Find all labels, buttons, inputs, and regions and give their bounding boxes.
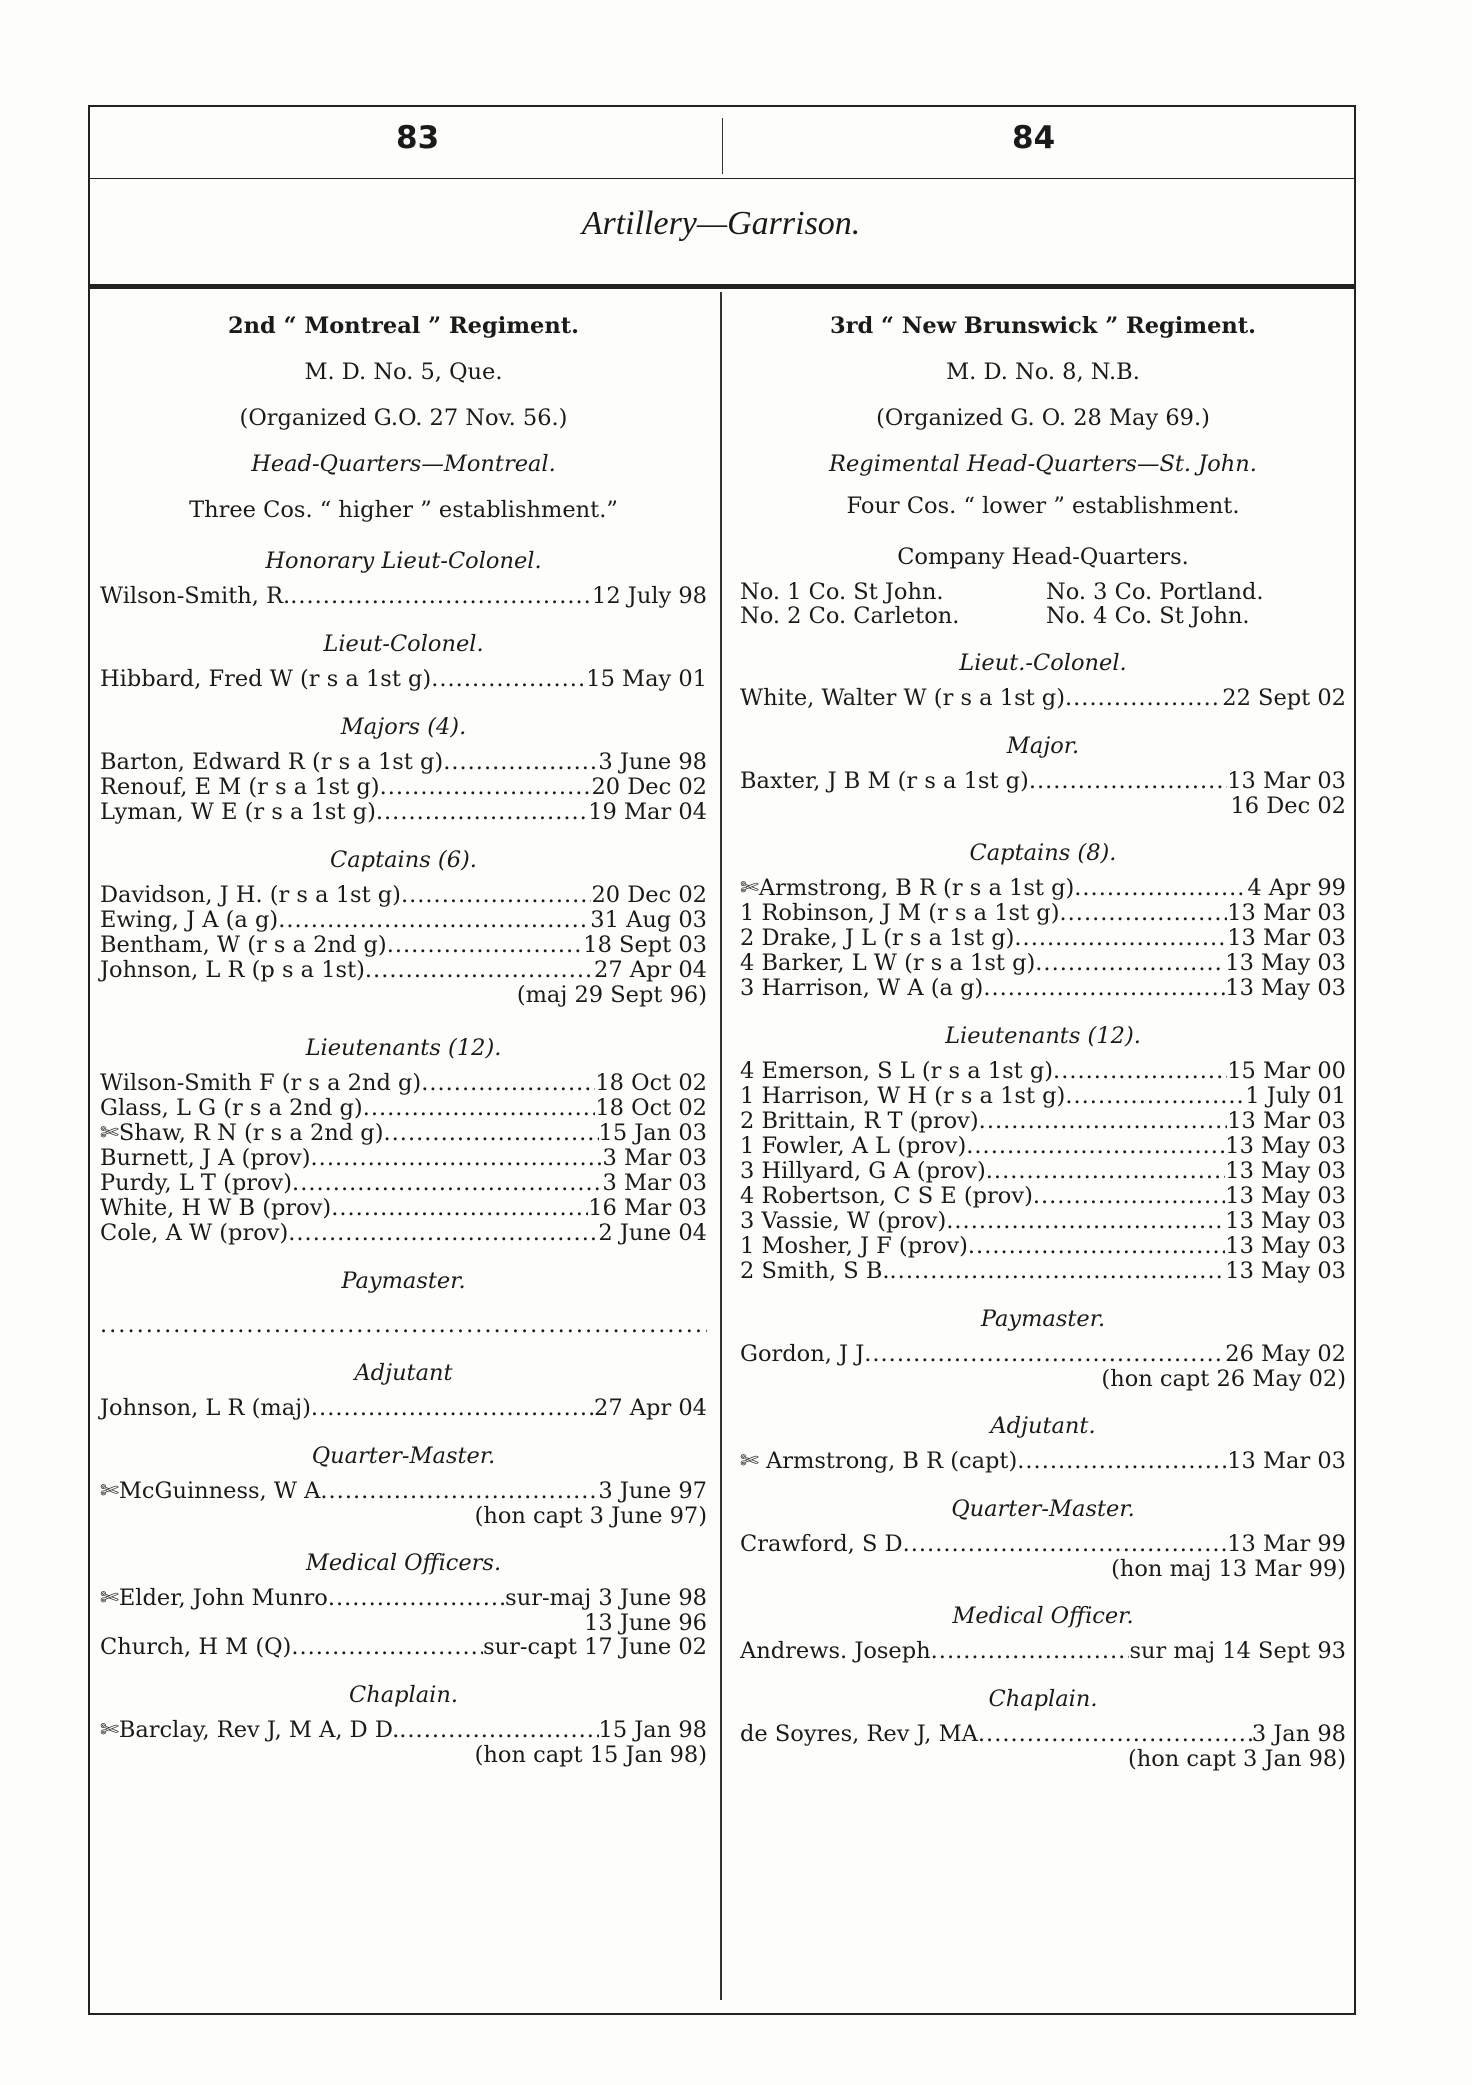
section-title: Paymaster. <box>341 1268 466 1294</box>
header-rule <box>88 178 1354 179</box>
entry-date: 15 Jan 98 <box>598 1717 707 1743</box>
leader-dots <box>311 1146 603 1171</box>
roster-entry <box>740 1059 1346 1084</box>
entry-date: 3 Jan 98 <box>1251 1721 1346 1747</box>
entry-date: 13 May 03 <box>1225 1258 1346 1284</box>
entry-date: 20 Dec 02 <box>591 774 707 800</box>
entry-name: Ewing, J A (a g) <box>100 907 279 933</box>
entry-date: 27 Apr 04 <box>594 1395 707 1421</box>
entry-name: ✄Shaw, R N (r s a 2nd g) <box>100 1120 384 1146</box>
roster-entry <box>100 1635 707 1660</box>
entry-name: 2 Smith, S B. <box>740 1258 890 1284</box>
page-title: Artillery—Garrison. <box>581 205 861 242</box>
leader-dots <box>384 1121 599 1146</box>
entry-date: 13 Mar 03 <box>1227 768 1346 794</box>
leader-dots <box>387 933 584 958</box>
entry-name: 4 Barker, L W (r s a 1st g) <box>740 950 1036 976</box>
company-row <box>740 604 1346 628</box>
entry-note: 16 Dec 02 <box>1230 793 1346 819</box>
leader-dots <box>978 1722 1252 1747</box>
entry-date: sur maj 14 Sept 93 <box>1129 1638 1346 1664</box>
roster-entry <box>100 1586 707 1611</box>
entry-name: Glass, L G (r s a 2nd g) <box>100 1095 363 1121</box>
leader-dots <box>278 908 590 933</box>
roster-list <box>100 1586 707 1611</box>
entry-date: 15 Mar 00 <box>1227 1058 1346 1084</box>
roster-entry <box>740 1639 1346 1664</box>
entry-name: Johnson, L R (p s a 1st) <box>100 957 365 983</box>
entry-name: Baxter, J B M (r s a 1st g) <box>740 768 1029 794</box>
entry-date: 18 Sept 03 <box>583 932 707 958</box>
entry-name: Crawford, S D <box>740 1531 903 1557</box>
roster-entry <box>740 686 1346 711</box>
roster-entry <box>740 926 1346 951</box>
entry-name: 1 Mosher, J F (prov) <box>740 1233 968 1259</box>
leader-dots <box>1029 769 1227 794</box>
entry-name: Bentham, W (r s a 2nd g) <box>100 932 387 958</box>
section-title: Medical Officer. <box>952 1603 1134 1629</box>
entry-name: Wilson-Smith, R. <box>100 583 291 609</box>
entry-date: 22 Sept 02 <box>1222 685 1346 711</box>
entry-name: 4 Robertson, C S E (prov) <box>740 1183 1033 1209</box>
entry-date: 13 Mar 03 <box>1227 1108 1346 1134</box>
leader-dots <box>288 1221 598 1246</box>
roster-entry <box>100 800 707 825</box>
entry-name: Renouf, E M (r s a 1st g) <box>100 774 380 800</box>
entry-note: (hon capt 15 Jan 98) <box>474 1742 707 1768</box>
regiment-title: 2nd “ Montreal ” Regiment. <box>228 313 579 339</box>
entry-name: 2 Drake, J L (r s a 1st g) <box>740 925 1015 951</box>
entry-date: 13 May 03 <box>1225 1158 1346 1184</box>
leader-dots <box>1014 926 1227 951</box>
leader-dots <box>864 1342 1225 1367</box>
entry-name: 3 Harrison, W A (a g) <box>740 975 984 1001</box>
roster-entry <box>100 1479 707 1504</box>
entry-name: Johnson, L R (maj) <box>100 1395 311 1421</box>
entry-date: 3 June 98 <box>598 749 707 775</box>
military-district: M. D. No. 5, Que. <box>304 359 503 385</box>
roster-entry <box>100 584 707 609</box>
entry-date: 1 July 01 <box>1245 1083 1346 1109</box>
leader-dots <box>979 1109 1228 1134</box>
page-number-left: 83 <box>396 120 440 156</box>
leader-dots <box>1065 1084 1245 1109</box>
roster-entry <box>740 951 1346 976</box>
roster-entry <box>740 1234 1346 1259</box>
leader-dots <box>890 1259 1226 1284</box>
roster-entry <box>100 1171 707 1196</box>
roster-list <box>100 1718 707 1743</box>
entry-name: 1 Harrison, W H (r s a 1st g) <box>740 1083 1066 1109</box>
company-entry: No. 1 Co. St John. <box>740 579 944 605</box>
leader-dots <box>1017 1449 1227 1474</box>
entry-name: Lyman, W E (r s a 1st g) <box>100 799 376 825</box>
regiment-title: 3rd “ New Brunswick ” Regiment. <box>829 313 1256 339</box>
roster-list <box>740 1342 1346 1367</box>
headquarters: Regimental Head-Quarters—St. John. <box>829 451 1257 477</box>
company-row <box>740 580 1346 604</box>
roster-entry <box>740 1159 1346 1184</box>
entry-name: ✄ Armstrong, B R (capt) <box>740 1448 1018 1474</box>
section-title: Chaplain. <box>988 1686 1098 1712</box>
roster-entry <box>740 1449 1346 1474</box>
leader-dots <box>331 1196 588 1221</box>
roster-entry <box>740 1722 1346 1747</box>
entry-date: 20 Dec 02 <box>591 882 707 908</box>
entry-name: de Soyres, Rev J, MA <box>740 1721 978 1747</box>
entry-name: Cole, A W (prov) <box>100 1220 289 1246</box>
section-title: Lieutenants (12). <box>945 1023 1141 1049</box>
section-title: Lieut-Colonel. <box>323 631 484 657</box>
section-title: Lieutenants (12). <box>305 1035 502 1061</box>
page-number-divider <box>722 118 723 174</box>
entry-date: 13 May 03 <box>1225 1183 1346 1209</box>
roster-list <box>740 1639 1346 1664</box>
entry-note: (hon capt 3 Jan 98) <box>1127 1746 1346 1772</box>
entry-date: 13 May 03 <box>1225 1208 1346 1234</box>
leader-dots <box>401 883 592 908</box>
roster-list <box>100 883 707 983</box>
leader-dots <box>380 775 592 800</box>
roster-entry <box>100 908 707 933</box>
leader-dots <box>1074 876 1247 901</box>
roster-entry <box>740 901 1346 926</box>
entry-date: 3 June 97 <box>598 1478 707 1504</box>
entry-date: 13 Mar 03 <box>1227 925 1346 951</box>
leader-dots <box>1035 951 1225 976</box>
entry-date: 13 Mar 99 <box>1227 1531 1346 1557</box>
establishment: Three Cos. “ higher ” establishment.” <box>189 497 618 523</box>
entry-note: (hon capt 26 May 02) <box>1101 1366 1346 1392</box>
roster-list <box>740 876 1346 1001</box>
entry-name: ✄Elder, John Munro <box>100 1585 328 1611</box>
entry-date: 13 May 03 <box>1225 950 1346 976</box>
entry-name: White, H W B (prov) <box>100 1195 332 1221</box>
roster-list <box>100 1071 707 1246</box>
roster-list <box>100 750 707 825</box>
section-title: Majors (4). <box>340 714 467 740</box>
roster-entry <box>100 667 707 692</box>
entry-date: 16 Mar 03 <box>588 1195 707 1221</box>
leader-dots <box>311 1396 594 1421</box>
entry-date: 13 May 03 <box>1225 975 1346 1001</box>
leader-dots <box>320 1479 598 1504</box>
roster-list <box>100 1479 707 1504</box>
entry-date: 15 May 01 <box>586 666 707 692</box>
leader-dots <box>966 1134 1225 1159</box>
roster-list <box>740 686 1346 711</box>
leader-dots <box>946 1209 1225 1234</box>
bottom-rule <box>88 2013 1354 2015</box>
title-rule <box>88 284 1354 289</box>
roster-entry <box>100 883 707 908</box>
entry-name: ✄Barclay, Rev J, M A, D D. <box>100 1717 400 1743</box>
section-title: Adjutant <box>354 1360 453 1386</box>
leader-dots <box>421 1071 595 1096</box>
roster-entry <box>100 1196 707 1221</box>
entry-date: 27 Apr 04 <box>594 957 707 983</box>
organized-note: (Organized G. O. 28 May 69.) <box>876 405 1210 431</box>
leader-dots <box>431 667 586 692</box>
leader-dots <box>328 1586 505 1611</box>
leader-dots <box>363 1096 596 1121</box>
roster-entry <box>740 769 1346 794</box>
entry-date: 19 Mar 04 <box>588 799 707 825</box>
headquarters: Head-Quarters—Montreal. <box>251 451 556 477</box>
entry-name: Andrews. Joseph <box>740 1638 931 1664</box>
entry-date: 15 Jan 03 <box>598 1120 707 1146</box>
section-title: Captains (6). <box>330 847 477 873</box>
top-rule <box>88 105 1354 107</box>
leader-dots <box>292 1171 602 1196</box>
leader-dots <box>376 800 588 825</box>
entry-note: (hon capt 3 June 97) <box>474 1503 707 1529</box>
roster-entry <box>100 1221 707 1246</box>
leader-dots <box>1033 1184 1225 1209</box>
roster-list <box>740 769 1346 794</box>
leader-dots <box>443 750 598 775</box>
leader-dots <box>986 1159 1226 1184</box>
entry-date: 18 Oct 02 <box>595 1095 707 1121</box>
entry-note: 13 June 96 <box>584 1610 707 1636</box>
roster-entry <box>100 933 707 958</box>
entry-name: Gordon, J J <box>740 1341 865 1367</box>
section-title: Adjutant. <box>990 1413 1096 1439</box>
section-title: Medical Officers. <box>305 1550 502 1576</box>
company-entry: No. 2 Co. Carleton. <box>740 603 960 629</box>
leader-dots <box>1053 1059 1227 1084</box>
entry-name: Davidson, J H. (r s a 1st g) <box>100 882 401 908</box>
roster-list <box>740 1059 1346 1284</box>
entry-date: 13 May 03 <box>1225 1233 1346 1259</box>
roster-entry <box>740 1134 1346 1159</box>
roster-entry <box>100 1396 707 1421</box>
leader-dots <box>983 976 1225 1001</box>
roster-entry <box>740 976 1346 1001</box>
roster-entry <box>100 750 707 775</box>
leader-dots <box>290 584 592 609</box>
roster-entry <box>740 1184 1346 1209</box>
section-title: Lieut.-Colonel. <box>959 650 1127 676</box>
entry-name: Hibbard, Fred W (r s a 1st g) <box>100 666 432 692</box>
section-title: Honorary Lieut-Colonel. <box>265 548 542 574</box>
section-title: Captains (8). <box>969 840 1117 866</box>
roster-entry <box>100 1718 707 1743</box>
leader-dots <box>291 1635 483 1660</box>
entry-name: Church, H M (Q) <box>100 1634 292 1660</box>
entry-date: 18 Oct 02 <box>595 1070 707 1096</box>
entry-name: 4 Emerson, S L (r s a 1st g) <box>740 1058 1054 1084</box>
entry-date: 13 Mar 03 <box>1227 1448 1346 1474</box>
entry-name: 3 Vassie, W (prov) <box>740 1208 947 1234</box>
military-district: M. D. No. 8, N.B. <box>946 359 1140 385</box>
section-title: Company Head-Quarters. <box>897 544 1189 570</box>
roster-entry <box>100 1121 707 1146</box>
right-column <box>740 310 1346 1771</box>
entry-name: 1 Fowler, A L (prov) <box>740 1133 967 1159</box>
leader-dots <box>1059 901 1227 926</box>
section-title: Major. <box>1006 733 1080 759</box>
company-entry: No. 4 Co. St John. <box>1046 603 1250 629</box>
roster-list <box>100 667 707 692</box>
entry-name: 3 Hillyard, G A (prov) <box>740 1158 986 1184</box>
section-title: Quarter-Master. <box>311 1443 496 1469</box>
roster-list <box>740 1532 1346 1557</box>
column-divider <box>720 292 722 2000</box>
entry-note: (hon maj 13 Mar 99) <box>1111 1556 1346 1582</box>
entry-date: 4 Apr 99 <box>1247 875 1346 901</box>
roster-entry <box>740 876 1346 901</box>
leader-dots <box>365 958 594 983</box>
roster-entry <box>100 775 707 800</box>
entry-date: 26 May 02 <box>1225 1341 1346 1367</box>
entry-date: sur-capt 17 June 02 <box>483 1634 707 1660</box>
roster-entry <box>100 958 707 983</box>
roster-entry <box>740 1532 1346 1557</box>
roster-list <box>740 1449 1346 1474</box>
entry-name: 1 Robinson, J M (r s a 1st g) <box>740 900 1060 926</box>
roster-entry <box>740 1342 1346 1367</box>
roster-entry <box>740 1259 1346 1284</box>
entry-name: 2 Brittain, R T (prov) <box>740 1108 979 1134</box>
roster-list <box>100 1635 707 1660</box>
left-column <box>100 310 707 1767</box>
page-number-right: 84 <box>1012 120 1056 156</box>
roster-entry <box>740 1209 1346 1234</box>
roster-entry <box>100 1071 707 1096</box>
section-title: Paymaster. <box>980 1306 1106 1332</box>
entry-name: Purdy, L T (prov) <box>100 1170 293 1196</box>
entry-date: 13 May 03 <box>1225 1133 1346 1159</box>
roster-list <box>100 584 707 609</box>
organized-note: (Organized G.O. 27 Nov. 56.) <box>239 405 568 431</box>
entry-name: Barton, Edward R (r s a 1st g) <box>100 749 444 775</box>
entry-name: Wilson-Smith F (r s a 2nd g) <box>100 1070 422 1096</box>
entry-date: 3 Mar 03 <box>602 1145 707 1171</box>
entry-date: 12 July 98 <box>592 583 707 609</box>
entry-date: sur-maj 3 June 98 <box>505 1585 707 1611</box>
roster-entry <box>740 1109 1346 1134</box>
roster-list <box>740 1722 1346 1747</box>
establishment: Four Cos. “ lower ” establishment. <box>846 493 1240 519</box>
entry-name: ✄McGuinness, W A <box>100 1478 321 1504</box>
leader-dots <box>399 1718 598 1743</box>
entry-note: (maj 29 Sept 96) <box>516 982 707 1008</box>
roster-list <box>100 1396 707 1421</box>
entry-date: 31 Aug 03 <box>590 907 707 933</box>
paymaster-vacant-line <box>100 1312 707 1338</box>
leader-dots <box>931 1639 1130 1664</box>
entry-date: 13 Mar 03 <box>1227 900 1346 926</box>
leader-dots <box>968 1234 1225 1259</box>
entry-date: 3 Mar 03 <box>602 1170 707 1196</box>
entry-name: ✄Armstrong, B R (r s a 1st g) <box>740 875 1075 901</box>
roster-entry <box>740 1084 1346 1109</box>
entry-date: 2 June 04 <box>598 1220 707 1246</box>
entry-name: White, Walter W (r s a 1st g) <box>740 685 1065 711</box>
section-title: Quarter-Master. <box>951 1496 1135 1522</box>
roster-entry <box>100 1096 707 1121</box>
section-title: Chaplain. <box>349 1682 458 1708</box>
leader-dots <box>1065 686 1222 711</box>
roster-entry <box>100 1146 707 1171</box>
entry-name: Burnett, J A (prov) <box>100 1145 311 1171</box>
leader-dots <box>903 1532 1228 1557</box>
company-entry: No. 3 Co. Portland. <box>1046 579 1264 605</box>
